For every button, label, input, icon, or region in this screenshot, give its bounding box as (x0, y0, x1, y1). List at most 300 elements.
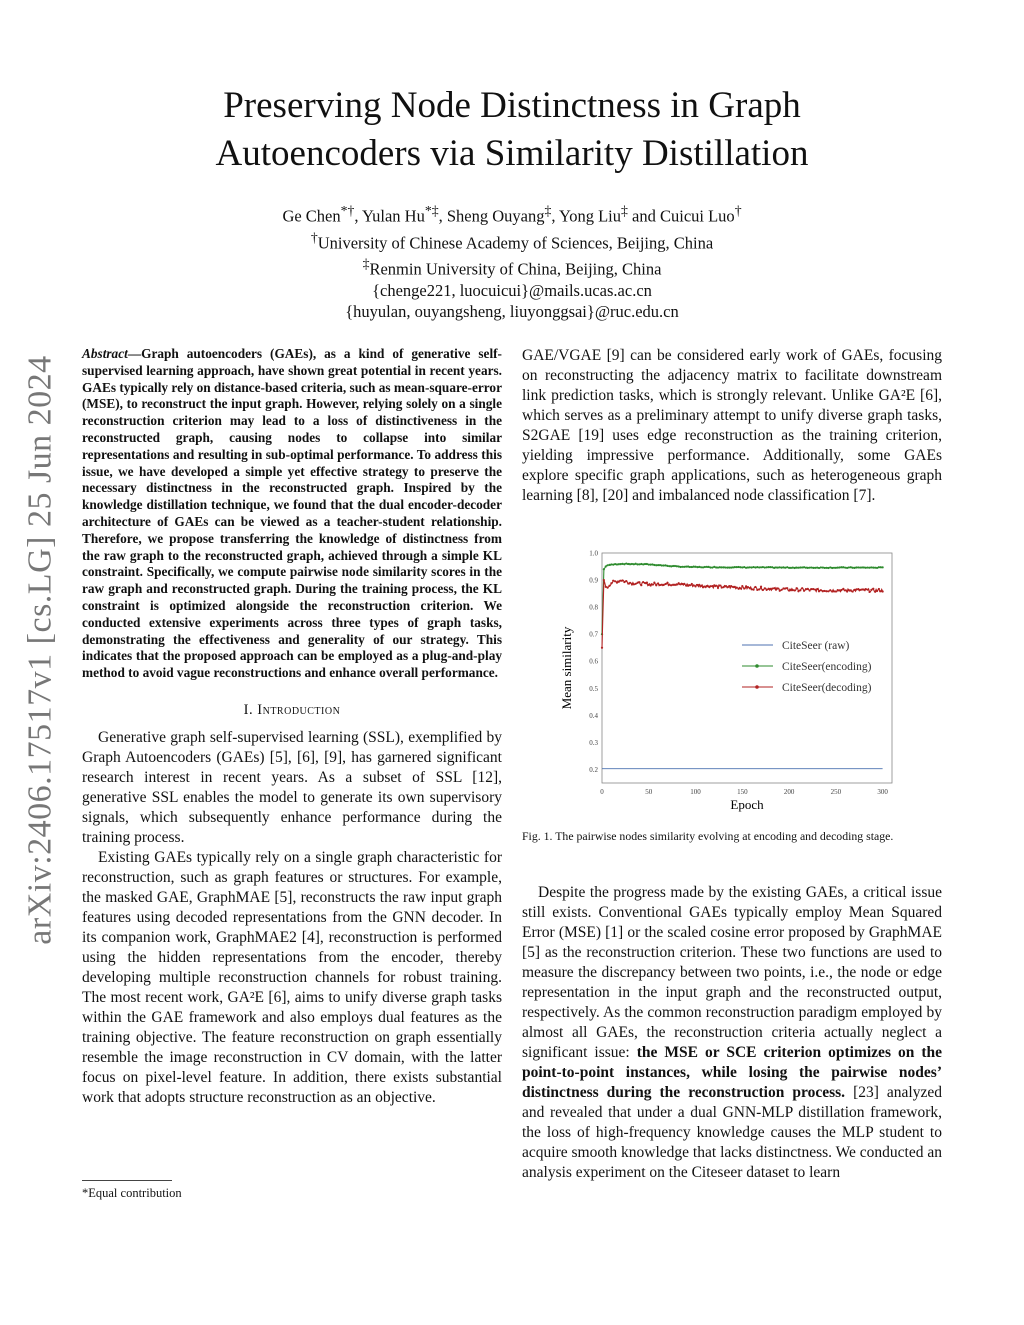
series-point (773, 587, 775, 589)
series-point (777, 567, 779, 569)
x-axis-label: Epoch (730, 797, 764, 812)
x-tick-label: 100 (690, 788, 701, 796)
series-point (824, 590, 826, 592)
series-point (868, 567, 870, 569)
legend-label: CiteSeer(decoding) (782, 682, 872, 694)
series-point (696, 566, 698, 568)
series-point (723, 566, 725, 568)
series-point (855, 566, 857, 568)
y-tick-label: 0.2 (589, 765, 598, 774)
intro-paragraph-2: Existing GAEs typically rely on a single graph characteristic for reconstruction, such as graph features or structures. For example, the masked GAE, GraphMAE [5], reconstructs the raw input graph features using decoded representations from the GNN decoder. In its companion work, GraphMAE2 [4], reconstruction is performed using the hidden representations from the encoder, thereby developing multiple reconstruction channels for robust training. The most recent work, GA²E [6], aims to unify diverse graph tasks within the GAE framework and also employs dual features as the training objective. The feature reconstruction on graph essentially resemble the image reconstruction in CV domain, with the latter focus on pixel-level feature. In addition, there exists substantial work that adopts structure reconstruction as an objective. (82, 848, 502, 1106)
series-point (857, 566, 859, 568)
author-name: Sheng Ouyang (446, 206, 545, 226)
series-point (732, 566, 734, 568)
series-point (775, 566, 777, 568)
series-point (766, 566, 768, 568)
series-point (853, 589, 855, 591)
series-point (651, 583, 653, 585)
figure-1 (555, 545, 905, 815)
series-point (676, 565, 678, 567)
series-point (807, 588, 809, 590)
series-point (728, 567, 730, 569)
series-point (666, 582, 668, 584)
series-point (822, 590, 824, 592)
series-point (685, 585, 687, 587)
series-point (816, 567, 818, 569)
series-point (678, 582, 680, 584)
series-point (709, 585, 711, 587)
series-point (646, 563, 648, 565)
series-point (872, 588, 874, 590)
intro-paragraph-1: Generative graph self-supervised learning (SSL), exemplified by Graph Autoencoders (GAEs) [5], [6], [9], has garnered significant research interest in recent years. As a subset of SSL [12], generative SSL enables the model to generate its own supervisory signals, which subsequently enhance performance during the training process. (82, 728, 502, 846)
series-point (621, 563, 623, 565)
series-point (608, 564, 610, 566)
series-point (670, 565, 672, 567)
series-point (790, 589, 792, 591)
series-point (704, 586, 706, 588)
series-point (803, 590, 805, 592)
series-point (882, 566, 884, 568)
series-point (751, 566, 753, 568)
series-point (801, 566, 803, 568)
series-point (728, 585, 730, 587)
series-point (659, 564, 661, 566)
series-point (696, 584, 698, 586)
series-point (698, 584, 700, 586)
series-point (839, 566, 841, 568)
series-point (713, 566, 715, 568)
series-point (859, 566, 861, 568)
series-point (754, 566, 756, 568)
series-point (721, 566, 723, 568)
series-point (711, 585, 713, 587)
series-point (837, 567, 839, 569)
figure-caption: Fig. 1. The pairwise nodes similarity evolving at encoding and decoding stage. (522, 829, 894, 843)
series-point (865, 567, 867, 569)
series-point (691, 566, 693, 568)
series-point (623, 563, 625, 565)
series-point (749, 566, 751, 568)
series-point (784, 587, 786, 589)
series-point (640, 584, 642, 586)
series-point (812, 567, 814, 569)
series-point (782, 566, 784, 568)
series-point (679, 566, 681, 568)
series-point (874, 567, 876, 569)
series-point (633, 583, 635, 585)
series-point (678, 565, 680, 567)
series-point (620, 563, 622, 565)
series-point (618, 563, 620, 565)
series-point (831, 567, 833, 569)
legend-marker (755, 685, 759, 689)
series-point (693, 584, 695, 586)
series-point (818, 590, 820, 592)
affiliation-mark: ‡ (362, 256, 370, 271)
series-point (824, 567, 826, 569)
affiliation (120, 227, 904, 254)
series-point (758, 566, 760, 568)
series-point (848, 566, 850, 568)
y-tick-label: 0.6 (589, 657, 598, 666)
series-point (743, 587, 745, 589)
series-point (766, 589, 768, 591)
series-point (850, 566, 852, 568)
series-point (812, 588, 814, 590)
series-point (809, 589, 811, 591)
series-point (665, 564, 667, 566)
series-point (829, 566, 831, 568)
series-point (810, 588, 812, 590)
series-point (797, 567, 799, 569)
series-point (767, 566, 769, 568)
series-point (651, 563, 653, 565)
email: {huyulan, ouyangsheng, liuyonggsai}@ruc.edu.cn (345, 301, 679, 321)
series-point (646, 582, 648, 584)
series-point (726, 567, 728, 569)
series-point (655, 564, 657, 566)
series-point (681, 583, 683, 585)
affiliation-text: Renmin University of China, Beijing, China (369, 259, 662, 279)
series-point (661, 584, 663, 586)
series-point (670, 584, 672, 586)
series-point (737, 566, 739, 568)
series-point (788, 567, 790, 569)
series-point (803, 566, 805, 568)
series-point (870, 566, 872, 568)
series-point (674, 565, 676, 567)
series-point (810, 566, 812, 568)
right-paragraph-1: GAE/VGAE [9] can be considered early work of GAEs, focusing on reconstructing the adjacency matrix to facilitate downstream link prediction tasks, which is strongly relevant. Unlike GA²E [6], which serves as a preliminary attempt to unify diverse graph tasks, S2GAE [19] uses edge reconstruction as the training criterion, yielding impressive performance. Additionally, some GAEs explore specific graph applications, such as heterogeneous graph learning [8], [20] and imbalanced node classification [7]. (522, 347, 942, 504)
series-point (752, 566, 754, 568)
series-point (689, 566, 691, 568)
series-point (668, 565, 670, 567)
series-point (638, 563, 640, 565)
series-point (631, 583, 633, 585)
author-name: Cuicui Luo (659, 206, 735, 226)
series-point (717, 587, 719, 589)
abstract-text: —Graph autoencoders (GAEs), as a kind of generative self-supervised learning approach, have shown great potential in recent years. GAEs typically rely on distance-based criteria, such as mean-square-error (MSE), to reconstruct the input graph. However, relying solely on a single reconstruction criterion may lead to a loss of distinctiveness in the reconstructed graph, causing nodes to collapse into similar representations and resulting in sub-optimal performance. To address this issue, we have developed a simple yet effective strategy to preserve the necessary distinctness in the reconstructed graph. Inspired by the knowledge distillation technique, we found that the dual encoder-decoder architecture of GAEs can be viewed as a teacher-student relationship. Therefore, we propose transferring the knowledge of distinctness from the raw graph to the reconstructed graph, achieved through a simple KL constraint. Specifically, we compute pairwise node similarity scores in the raw graph and reconstructed graph. During the training process, the KL constraint is optimized alongside the reconstruction criterion. We conducted extensive experiments across three types of graph tasks, demonstrating the effectiveness and generality of our strategy. This indicates that the proposed approach can be employed as a plug-and-play method to avoid vague reconstructions and enhance overall performance. (82, 346, 502, 681)
section-heading (82, 700, 502, 720)
x-tick-label: 250 (830, 788, 842, 796)
series-point (723, 586, 725, 588)
series-point (694, 585, 696, 587)
series-point (635, 563, 637, 565)
series-point (788, 589, 790, 591)
series-point (605, 565, 607, 567)
series-point (737, 588, 739, 590)
series-point (621, 579, 623, 581)
series-point (814, 567, 816, 569)
series-point (767, 588, 769, 590)
series-point (835, 590, 837, 592)
series-point (825, 590, 827, 592)
series-point (640, 563, 642, 565)
series-point (861, 566, 863, 568)
series-point (625, 562, 627, 564)
right-column-top (522, 346, 942, 506)
affiliation (120, 253, 904, 280)
series-point (694, 566, 696, 568)
series-point (853, 567, 855, 569)
series-point (833, 567, 835, 569)
author-mark: ‡ (544, 203, 552, 218)
series-point (831, 590, 833, 592)
series-point (610, 563, 612, 565)
series-point (773, 567, 775, 569)
series-point (820, 566, 822, 568)
series-point (867, 566, 869, 568)
series-point (857, 588, 859, 590)
series-point (668, 583, 670, 585)
y-axis-label: Mean similarity (559, 626, 574, 710)
series-point (674, 584, 676, 586)
series-point (629, 563, 631, 565)
author-name: Ge Chen (282, 206, 341, 226)
series-point (790, 567, 792, 569)
series-point (859, 589, 861, 591)
right-column-bottom (522, 883, 942, 1183)
series-point (861, 588, 863, 590)
series-point (706, 585, 708, 587)
series-point (764, 566, 766, 568)
series-point (771, 588, 773, 590)
series-point (642, 563, 644, 565)
y-tick-label: 0.4 (589, 711, 598, 720)
series-point (685, 566, 687, 568)
y-tick-label: 0.7 (589, 630, 598, 639)
series-point (629, 582, 631, 584)
series-point (771, 566, 773, 568)
series-point (827, 567, 829, 569)
series-point (739, 566, 741, 568)
series-point (777, 587, 779, 589)
series-point (840, 566, 842, 568)
series-point (807, 567, 809, 569)
series-point (799, 566, 801, 568)
arxiv-sidebar (18, 355, 64, 945)
series-point (719, 585, 721, 587)
series-point (837, 589, 839, 591)
series-point (693, 566, 695, 568)
series-point (878, 588, 880, 590)
similarity-chart (555, 545, 905, 815)
series-point (648, 584, 650, 586)
series-point (835, 567, 837, 569)
series-point (636, 563, 638, 565)
section-number: I. (243, 701, 254, 718)
series-point (638, 581, 640, 583)
series-point (653, 564, 655, 566)
series-point (607, 564, 609, 566)
series-point (850, 589, 852, 591)
series-point (745, 585, 747, 587)
series-point (882, 590, 884, 592)
y-tick-label: 0.9 (589, 576, 598, 585)
series-point (794, 567, 796, 569)
series-point (795, 587, 797, 589)
author-list: Ge Chen*†, Yulan Hu*‡, Sheng Ouyang‡, Yong Liu‡ and Cuicui Luo† (282, 203, 742, 226)
series-point (782, 587, 784, 589)
series-point (644, 563, 646, 565)
author-mark: *† (340, 203, 355, 218)
series-point (724, 585, 726, 587)
series-point (752, 589, 754, 591)
series-point (625, 580, 627, 582)
series-point (743, 566, 745, 568)
series-point (792, 589, 794, 591)
left-column (82, 346, 502, 1108)
legend-label: CiteSeer(encoding) (782, 661, 872, 673)
series-point (736, 566, 738, 568)
series-point (627, 563, 629, 565)
series-point (610, 582, 612, 584)
series-point (663, 584, 665, 586)
series-point (612, 580, 614, 582)
series-point (784, 567, 786, 569)
series-point (706, 566, 708, 568)
email: {chenge221, luocuicui}@mails.ucas.ac.cn (372, 280, 652, 300)
series-point (769, 566, 771, 568)
series-point (739, 587, 741, 589)
author-mark: ‡ (621, 203, 628, 218)
series-point (844, 567, 846, 569)
series-point (758, 588, 760, 590)
series-point (702, 566, 704, 568)
series-point (653, 582, 655, 584)
series-point (848, 589, 850, 591)
series-point (724, 566, 726, 568)
author-name: Yulan Hu (362, 206, 425, 226)
series-point (732, 586, 734, 588)
series-point (779, 590, 781, 592)
series-point (713, 584, 715, 586)
series-point (650, 584, 652, 586)
series-point (730, 585, 732, 587)
series-point (741, 585, 743, 587)
series-point (620, 580, 622, 582)
series-point (745, 567, 747, 569)
series-point (644, 582, 646, 584)
series-point (747, 586, 749, 588)
series-point (878, 566, 880, 568)
series-point (833, 590, 835, 592)
series-point (726, 586, 728, 588)
y-tick-label: 0.8 (589, 603, 598, 612)
emphasis-text: the MSE or SCE criterion optimizes on the point-to-point instances, while losing the pairwise nodes’ distinctness during the reconstruction process. (522, 1044, 942, 1101)
series-point (689, 584, 691, 586)
series-point (751, 588, 753, 590)
series-point (605, 586, 607, 588)
series-point (852, 590, 854, 592)
series-point (756, 589, 758, 591)
series-point (822, 566, 824, 568)
series-point (829, 589, 831, 591)
series-point (681, 566, 683, 568)
series-point (786, 587, 788, 589)
series-point (601, 647, 603, 649)
series-point (672, 565, 674, 567)
series-point (636, 582, 638, 584)
series-point (719, 566, 721, 568)
series-point (661, 564, 663, 566)
series-point (760, 566, 762, 568)
series-point (700, 566, 702, 568)
series-point (702, 586, 704, 588)
series-point (844, 589, 846, 591)
affiliation-text: University of Chinese Academy of Sciences, Beijing, China (317, 233, 714, 252)
series-point (717, 566, 719, 568)
x-tick-label: 150 (737, 788, 748, 796)
series-point (805, 588, 807, 590)
series-point (855, 588, 857, 590)
series-point (852, 567, 854, 569)
series-point (825, 567, 827, 569)
series-point (867, 589, 869, 591)
y-tick-label: 0.3 (589, 738, 598, 747)
series-point (792, 566, 794, 568)
footnote: *Equal contribution (82, 1186, 182, 1200)
series-point (614, 580, 616, 582)
series-point (665, 583, 667, 585)
series-point (666, 565, 668, 567)
series-point (795, 567, 797, 569)
series-point (842, 588, 844, 590)
series-point (721, 586, 723, 588)
series-point (607, 586, 609, 588)
series-point (631, 563, 633, 565)
series-point (608, 585, 610, 587)
series-point (616, 563, 618, 565)
series-point (676, 583, 678, 585)
series-point (786, 566, 788, 568)
series-point (801, 587, 803, 589)
author-name: Yong Liu (558, 206, 622, 226)
series-point (868, 591, 870, 593)
footnote-rule (82, 1180, 172, 1181)
y-tick-label: 0.5 (589, 684, 598, 693)
series-point (623, 581, 625, 583)
series-point (657, 564, 659, 566)
series-point (618, 581, 620, 583)
series-point (698, 566, 700, 568)
series-point (603, 568, 605, 570)
legend-label: CiteSeer (raw) (782, 640, 850, 652)
series-point (616, 581, 618, 583)
series-point (779, 566, 781, 568)
series-point (734, 566, 736, 568)
series-point (687, 585, 689, 587)
series-point (711, 566, 713, 568)
series-point (797, 590, 799, 592)
series-point (642, 581, 644, 583)
series-point (794, 589, 796, 591)
series-point (655, 584, 657, 586)
series-point (683, 583, 685, 585)
section-title: Introduction (257, 701, 341, 718)
series-point (715, 566, 717, 568)
x-tick-label: 300 (877, 788, 888, 796)
series-point (734, 586, 736, 588)
series-point (840, 589, 842, 591)
series-point (760, 586, 762, 588)
series-point (747, 566, 749, 568)
series-point (876, 567, 878, 569)
series-point (659, 584, 661, 586)
author-block (120, 200, 904, 322)
series-point (663, 564, 665, 566)
y-tick-label: 1.0 (589, 549, 598, 558)
